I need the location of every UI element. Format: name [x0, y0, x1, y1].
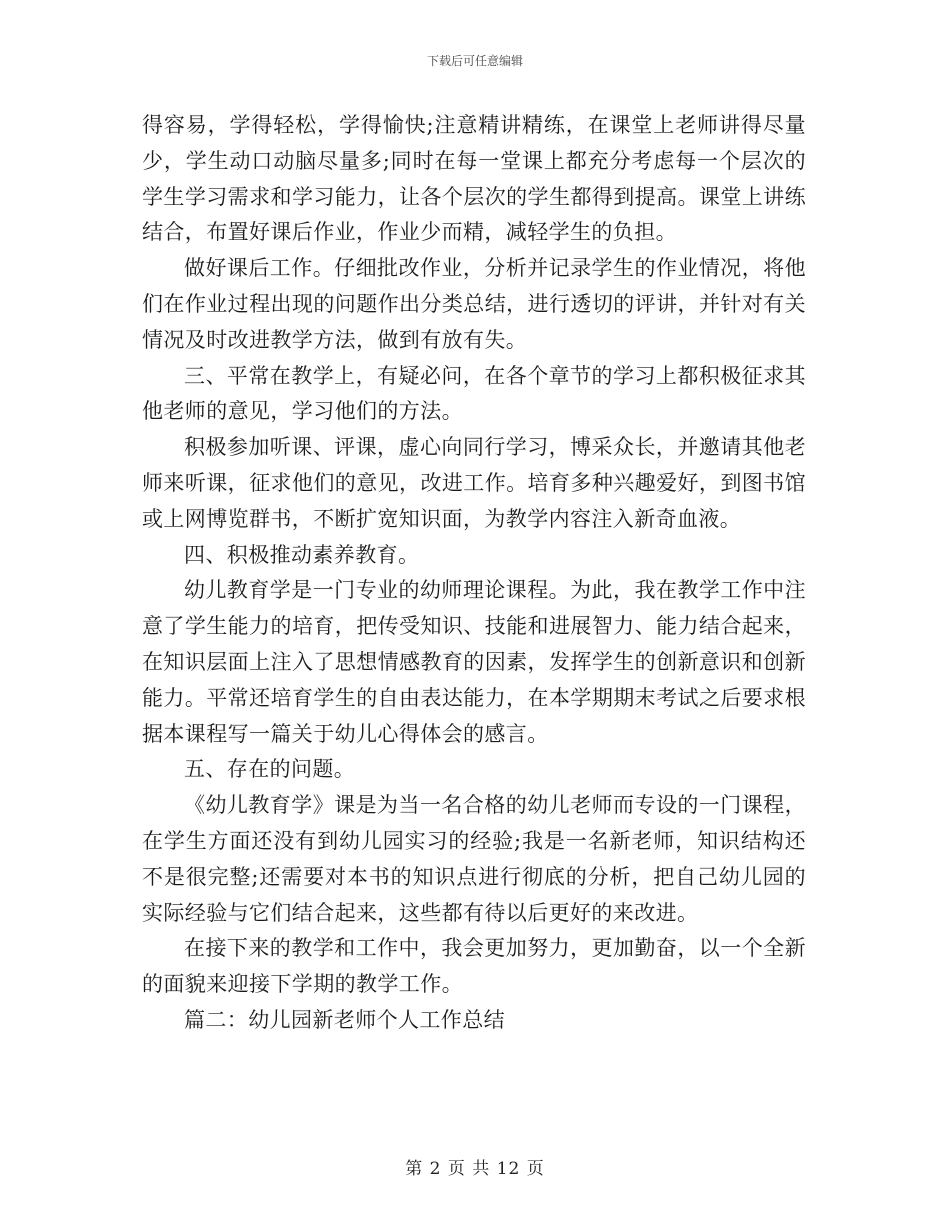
paragraph-1: 得容易，学得轻松，学得愉快;注意精讲精练，在课堂上老师讲得尽量少，学生动口动脑尽量多;同时在每一堂课上都充分考虑每一个层次的学生学习需求和学习能力，让各个层次的学生都得到提高。课堂上讲练结合，布置好课后作业，作业少而精，减轻学生的负担。	[142, 113, 806, 245]
section-heading-5: 五、存在的问题。	[184, 757, 356, 782]
article-title-2: 篇二：幼儿园新老师个人工作总结	[184, 1007, 505, 1032]
paragraph-3: 三、平常在教学上，有疑必问，在各个章节的学习上都积极征求其他老师的意见，学习他们的方法。	[142, 363, 806, 424]
paragraph-6: 幼儿教育学是一门专业的幼师理论课程。为此，我在教学工作中注意了学生能力的培育，把传受知识、技能和进展智力、能力结合起来，在知识层面上注入了思想情感教育的因素，发挥学生的创新意识和创新能力。平常还培育学生的自由表达能力，在本学期期末考试之后要求根据本课程写一篇关于幼儿心得体会的感言。	[142, 578, 806, 746]
page-header: 下载后可任意编辑	[426, 54, 523, 68]
page-number-footer: 第 2 页 共 12 页	[405, 1159, 545, 1179]
paragraph-4: 积极参加听课、评课，虚心向同行学习，博采众长，并邀请其他老师来听课，征求他们的意见，改进工作。培育多种兴趣爱好，到图书馆或上网博览群书，不断扩宽知识面，为教学内容注入新奇血液。	[142, 435, 806, 531]
section-heading-4: 四、积极推动素养教育。	[184, 542, 420, 567]
document-body	[142, 108, 806, 1039]
paragraph-2: 做好课后工作。仔细批改作业，分析并记录学生的作业情况，将他们在作业过程出现的问题作出分类总结，进行透切的评讲，并针对有关情况及时改进教学方法，做到有放有失。	[142, 256, 806, 352]
paragraph-8: 《幼儿教育学》课是为当一名合格的幼儿老师而专设的一门课程，在学生方面还没有到幼儿园实习的经验;我是一名新老师，知识结构还不是很完整;还需要对本书的知识点进行彻底的分析，把自己幼儿园的实际经验与它们结合起来，这些都有待以后更好的来改进。	[142, 793, 806, 925]
paragraph-9: 在接下来的教学和工作中，我会更加努力，更加勤奋，以一个全新的面貌来迎接下学期的教学工作。	[142, 936, 806, 997]
